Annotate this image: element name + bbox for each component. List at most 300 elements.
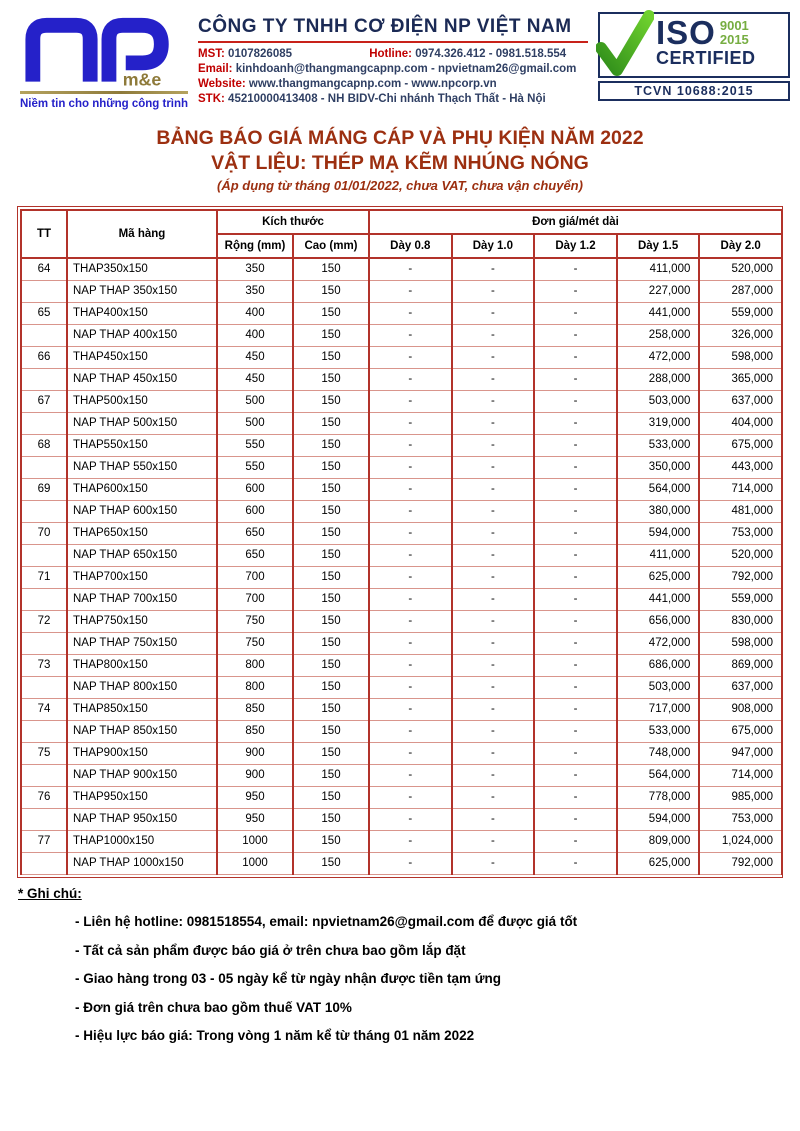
cell-day-0.8: - [369,610,452,632]
cell-cao: 150 [293,852,369,874]
cell-rong: 800 [217,676,293,698]
cell-cao: 150 [293,808,369,830]
cell-ma-hang: NAP THAP 600x150 [67,500,217,522]
cell-day-1.5: 717,000 [617,698,700,720]
cell-day-0.8: - [369,786,452,808]
cell-day-0.8: - [369,654,452,676]
table-header [21,210,782,258]
cell-day-1.0: - [452,544,535,566]
cell-day-1.0: - [452,808,535,830]
iso-badge [598,12,790,101]
cell-tt [21,852,67,874]
cell-day-0.8: - [369,720,452,742]
cell-day-1.2: - [534,434,617,456]
cell-tt: 65 [21,302,67,324]
cell-ma-hang: THAP550x150 [67,434,217,456]
cell-rong: 650 [217,544,293,566]
cell-day-2.0: 443,000 [699,456,782,478]
cell-rong: 800 [217,654,293,676]
cell-rong: 550 [217,456,293,478]
cell-rong: 600 [217,478,293,500]
cell-day-2.0: 830,000 [699,610,782,632]
cell-day-0.8: - [369,478,452,500]
cell-rong: 450 [217,368,293,390]
cell-cao: 150 [293,676,369,698]
cell-day-1.2: - [534,808,617,830]
cell-rong: 950 [217,808,293,830]
cell-day-0.8: - [369,258,452,280]
cell-day-0.8: - [369,632,452,654]
cell-day-1.0: - [452,324,535,346]
cell-ma-hang: NAP THAP 500x150 [67,412,217,434]
cell-rong: 500 [217,412,293,434]
cell-tt: 70 [21,522,67,544]
cell-rong: 350 [217,280,293,302]
cell-day-2.0: 908,000 [699,698,782,720]
cell-day-1.2: - [534,456,617,478]
header-day-0.8: Dày 0.8 [369,234,452,258]
cell-ma-hang: NAP THAP 1000x150 [67,852,217,874]
table-row [21,390,782,412]
cell-day-1.2: - [534,720,617,742]
cell-day-1.2: - [534,852,617,874]
cell-day-1.0: - [452,522,535,544]
iso-title-row [656,14,784,51]
cell-ma-hang: THAP350x150 [67,258,217,280]
cell-rong: 750 [217,632,293,654]
hotline-value: 0974.326.412 - 0981.518.554 [415,48,567,60]
mst-value: 0107826085 [228,48,293,60]
cell-day-1.2: - [534,258,617,280]
header-day-1.0: Dày 1.0 [452,234,535,258]
cell-ma-hang: NAP THAP 550x150 [67,456,217,478]
cell-day-1.5: 258,000 [617,324,700,346]
cell-day-0.8: - [369,500,452,522]
cell-day-1.5: 441,000 [617,302,700,324]
cell-ma-hang: NAP THAP 900x150 [67,764,217,786]
cell-tt [21,676,67,698]
cell-day-1.5: 503,000 [617,676,700,698]
cell-ma-hang: THAP600x150 [67,478,217,500]
cell-tt: 66 [21,346,67,368]
page-subtitle: VẬT LIỆU: THÉP MẠ KẼM NHÚNG NÓNG [211,152,589,174]
cell-ma-hang: NAP THAP 850x150 [67,720,217,742]
cell-day-0.8: - [369,434,452,456]
cell-tt: 77 [21,830,67,852]
cell-day-2.0: 559,000 [699,588,782,610]
cell-ma-hang: NAP THAP 800x150 [67,676,217,698]
cell-day-1.5: 441,000 [617,588,700,610]
cell-day-2.0: 675,000 [699,720,782,742]
stk-label: STK: [198,93,225,105]
cell-cao: 150 [293,258,369,280]
info-line-email [198,62,588,77]
email-label: Email: [198,63,233,75]
cell-day-1.2: - [534,566,617,588]
cell-day-0.8: - [369,456,452,478]
cell-day-1.2: - [534,324,617,346]
cell-day-0.8: - [369,544,452,566]
cell-cao: 150 [293,566,369,588]
cell-cao: 150 [293,412,369,434]
cell-rong: 900 [217,764,293,786]
table-row [21,544,782,566]
cell-day-1.0: - [452,434,535,456]
cell-day-0.8: - [369,852,452,874]
cell-day-1.2: - [534,830,617,852]
table-row [21,258,782,280]
cell-ma-hang: NAP THAP 700x150 [67,588,217,610]
table-row [21,764,782,786]
cell-day-1.2: - [534,302,617,324]
cell-ma-hang: THAP900x150 [67,742,217,764]
cell-day-2.0: 559,000 [699,302,782,324]
table-row [21,302,782,324]
note-item: - Giao hàng trong 03 - 05 ngày kể từ ngày nhận được tiền tạm ứng [75,971,501,986]
cell-ma-hang: NAP THAP 450x150 [67,368,217,390]
cell-cao: 150 [293,764,369,786]
cell-ma-hang: THAP650x150 [67,522,217,544]
cell-day-1.2: - [534,654,617,676]
cell-tt [21,544,67,566]
website-value: www.thangmangcapnp.com - www.npcorp.vn [248,78,497,90]
cell-cao: 150 [293,830,369,852]
cell-day-1.0: - [452,610,535,632]
cell-day-1.5: 533,000 [617,720,700,742]
cell-day-1.5: 656,000 [617,610,700,632]
cell-cao: 150 [293,456,369,478]
cell-day-1.2: - [534,632,617,654]
cell-cao: 150 [293,478,369,500]
cell-cao: 150 [293,720,369,742]
cell-day-0.8: - [369,522,452,544]
cell-cao: 150 [293,654,369,676]
cell-tt [21,456,67,478]
notes-title: * Ghi chú: [18,885,82,901]
cell-ma-hang: THAP1000x150 [67,830,217,852]
company-logo [20,12,188,110]
cell-day-2.0: 287,000 [699,280,782,302]
cell-day-1.2: - [534,280,617,302]
cell-day-1.2: - [534,522,617,544]
table-row [21,280,782,302]
cell-tt: 72 [21,610,67,632]
table-row [21,368,782,390]
cell-tt [21,588,67,610]
cell-day-1.5: 380,000 [617,500,700,522]
table-row [21,566,782,588]
checkmark-icon [596,8,654,78]
info-line-website [198,77,588,92]
cell-rong: 600 [217,500,293,522]
stk-value: 45210000413408 - NH BIDV-Chi nhánh Thạch Thất - Hà Nội [228,93,546,105]
company-name: CÔNG TY TNHH CƠ ĐIỆN NP VIỆT NAM [198,16,588,43]
cell-day-1.5: 778,000 [617,786,700,808]
cell-tt: 76 [21,786,67,808]
cell-ma-hang: NAP THAP 350x150 [67,280,217,302]
cell-rong: 400 [217,302,293,324]
cell-day-1.2: - [534,588,617,610]
cell-day-2.0: 520,000 [699,544,782,566]
table-row [21,346,782,368]
cell-tt: 71 [21,566,67,588]
cell-day-1.0: - [452,676,535,698]
cell-day-1.0: - [452,632,535,654]
cell-cao: 150 [293,544,369,566]
cell-day-1.0: - [452,280,535,302]
cell-tt [21,368,67,390]
table-row [21,830,782,852]
cell-day-1.2: - [534,764,617,786]
tcvn-label: TCVN 10688:2015 [598,81,790,101]
cell-day-2.0: 792,000 [699,852,782,874]
cell-day-1.0: - [452,764,535,786]
cell-day-2.0: 520,000 [699,258,782,280]
iso-years [720,18,749,47]
cell-rong: 850 [217,698,293,720]
cell-ma-hang: NAP THAP 650x150 [67,544,217,566]
cell-day-0.8: - [369,808,452,830]
cell-day-1.2: - [534,368,617,390]
cell-cao: 150 [293,324,369,346]
cell-day-1.0: - [452,742,535,764]
cell-day-1.5: 472,000 [617,632,700,654]
cell-day-2.0: 326,000 [699,324,782,346]
cell-rong: 350 [217,258,293,280]
cell-day-1.5: 564,000 [617,764,700,786]
cell-cao: 150 [293,280,369,302]
cell-ma-hang: THAP850x150 [67,698,217,720]
cell-day-2.0: 792,000 [699,566,782,588]
cell-day-2.0: 598,000 [699,346,782,368]
header-ma-hang: Mã hàng [67,210,217,258]
cell-day-1.5: 809,000 [617,830,700,852]
cell-day-1.5: 288,000 [617,368,700,390]
header-kich-thuoc: Kích thước [217,210,369,234]
cell-day-0.8: - [369,742,452,764]
cell-day-1.0: - [452,588,535,610]
cell-day-1.0: - [452,390,535,412]
table-row [21,588,782,610]
cell-day-1.5: 533,000 [617,434,700,456]
cell-ma-hang: NAP THAP 950x150 [67,808,217,830]
cell-day-1.0: - [452,654,535,676]
cell-day-1.2: - [534,412,617,434]
cell-day-1.0: - [452,786,535,808]
cell-day-2.0: 481,000 [699,500,782,522]
cell-rong: 700 [217,566,293,588]
table-row [21,676,782,698]
cell-cao: 150 [293,390,369,412]
cell-tt [21,764,67,786]
cell-day-1.0: - [452,720,535,742]
cell-tt [21,500,67,522]
cell-rong: 900 [217,742,293,764]
table-row [21,610,782,632]
cell-day-1.0: - [452,368,535,390]
cell-cao: 150 [293,786,369,808]
cell-tt: 67 [21,390,67,412]
notes-section [18,886,800,1044]
iso-word: ISO [656,14,716,51]
cell-day-1.2: - [534,610,617,632]
cell-rong: 1000 [217,830,293,852]
cell-tt [21,280,67,302]
table-row [21,808,782,830]
cell-day-0.8: - [369,390,452,412]
cell-day-1.2: - [534,346,617,368]
cell-day-0.8: - [369,368,452,390]
cell-tt [21,412,67,434]
cell-day-0.8: - [369,346,452,368]
info-line-stk [198,92,588,107]
cell-day-1.0: - [452,478,535,500]
cell-tt [21,808,67,830]
iso-year: 2015 [719,32,749,47]
cell-ma-hang: NAP THAP 400x150 [67,324,217,346]
cell-day-1.5: 411,000 [617,544,700,566]
info-line-mst-hotline [198,47,588,62]
cell-day-0.8: - [369,588,452,610]
cell-day-1.2: - [534,676,617,698]
cell-day-1.2: - [534,698,617,720]
cell-day-0.8: - [369,830,452,852]
header-day-2.0: Dày 2.0 [699,234,782,258]
table-row [21,434,782,456]
cell-cao: 150 [293,368,369,390]
cell-ma-hang: NAP THAP 750x150 [67,632,217,654]
cell-day-2.0: 753,000 [699,808,782,830]
cell-day-0.8: - [369,764,452,786]
cell-day-1.2: - [534,786,617,808]
cell-day-2.0: 753,000 [699,522,782,544]
table-row [21,720,782,742]
table-row [21,654,782,676]
cell-day-1.0: - [452,566,535,588]
note-item: - Đơn giá trên chưa bao gồm thuế VAT 10% [75,999,352,1015]
cell-tt [21,324,67,346]
email-value: kinhdoanh@thangmangcapnp.com - npvietnam26@gmail.com [235,63,577,75]
table-row [21,412,782,434]
cell-tt: 73 [21,654,67,676]
cell-day-2.0: 404,000 [699,412,782,434]
cell-cao: 150 [293,742,369,764]
cell-day-1.5: 319,000 [617,412,700,434]
table-row [21,478,782,500]
cell-day-1.0: - [452,830,535,852]
cell-day-1.5: 350,000 [617,456,700,478]
cell-day-1.5: 594,000 [617,522,700,544]
cell-day-1.5: 472,000 [617,346,700,368]
hotline-label: Hotline: [369,48,413,60]
header-rong: Rộng (mm) [217,234,293,258]
company-info [198,12,588,107]
cell-cao: 150 [293,632,369,654]
cell-day-0.8: - [369,698,452,720]
table-row [21,500,782,522]
cell-day-2.0: 1,024,000 [699,830,782,852]
cell-ma-hang: THAP750x150 [67,610,217,632]
logo-divider [20,91,188,94]
cell-day-1.0: - [452,852,535,874]
logo-me-label: m&e [122,69,162,90]
table-row [21,632,782,654]
cell-rong: 950 [217,786,293,808]
cell-day-0.8: - [369,412,452,434]
cell-tt: 68 [21,434,67,456]
cell-day-0.8: - [369,676,452,698]
header-day-1.5: Dày 1.5 [617,234,700,258]
cell-tt: 75 [21,742,67,764]
cell-day-1.5: 625,000 [617,566,700,588]
cell-day-1.0: - [452,698,535,720]
table-row [21,742,782,764]
cell-day-2.0: 869,000 [699,654,782,676]
note-item: - Hiệu lực báo giá: Trong vòng 1 năm kể từ tháng 01 năm 2022 [75,1028,475,1043]
cell-day-2.0: 637,000 [699,390,782,412]
cell-day-1.5: 564,000 [617,478,700,500]
cell-day-1.0: - [452,412,535,434]
table-row [21,852,782,874]
cell-day-1.5: 686,000 [617,654,700,676]
title-block [0,126,800,196]
cell-day-2.0: 637,000 [699,676,782,698]
cell-tt: 69 [21,478,67,500]
iso-certified-label: CERTIFIED [656,48,756,68]
cell-rong: 550 [217,434,293,456]
cell-cao: 150 [293,346,369,368]
cell-ma-hang: THAP950x150 [67,786,217,808]
cell-rong: 750 [217,610,293,632]
mst-label: MST: [198,48,225,60]
cell-ma-hang: THAP500x150 [67,390,217,412]
cell-day-1.2: - [534,500,617,522]
table-row [21,522,782,544]
iso-standard: 9001 [719,18,749,33]
cell-rong: 450 [217,346,293,368]
cell-day-0.8: - [369,324,452,346]
cell-rong: 850 [217,720,293,742]
table-row [21,324,782,346]
table-body [21,258,782,874]
cell-day-1.2: - [534,544,617,566]
cell-tt [21,720,67,742]
cell-day-1.0: - [452,346,535,368]
cell-day-1.2: - [534,742,617,764]
cell-day-1.0: - [452,258,535,280]
cell-cao: 150 [293,610,369,632]
cell-rong: 650 [217,522,293,544]
iso-badge-box [598,12,790,78]
cell-day-1.0: - [452,500,535,522]
cell-ma-hang: THAP400x150 [67,302,217,324]
table-row [21,698,782,720]
page-title-note: (Áp dụng từ tháng 01/01/2022, chưa VAT, chưa vận chuyển) [217,178,583,193]
np-monogram-icon [20,12,188,90]
cell-cao: 150 [293,698,369,720]
page-title: BẢNG BÁO GIÁ MÁNG CÁP VÀ PHỤ KIỆN NĂM 2022 [156,127,644,149]
note-item: - Liên hệ hotline: 0981518554, email: npvietnam26@gmail.com để được giá tốt [75,914,578,929]
cell-day-2.0: 714,000 [699,478,782,500]
cell-ma-hang: THAP700x150 [67,566,217,588]
cell-day-0.8: - [369,280,452,302]
note-item: - Tất cả sản phẩm được báo giá ở trên chưa bao gồm lắp đặt [75,942,466,958]
cell-day-0.8: - [369,566,452,588]
cell-day-2.0: 675,000 [699,434,782,456]
cell-cao: 150 [293,434,369,456]
cell-day-0.8: - [369,302,452,324]
cell-tt: 74 [21,698,67,720]
